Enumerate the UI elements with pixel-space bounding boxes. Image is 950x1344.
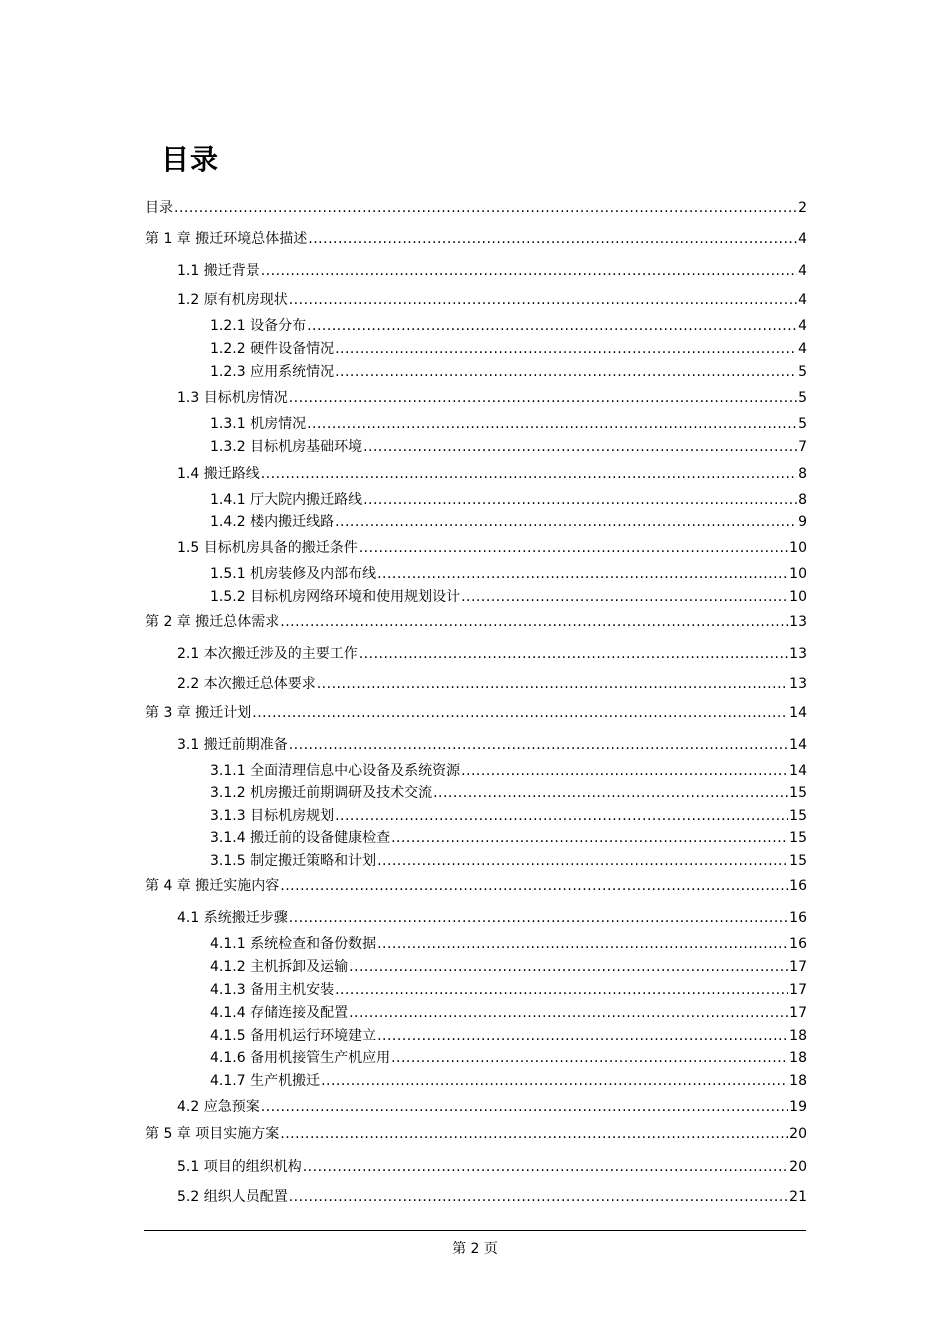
toc-entry-page: 13 — [789, 676, 807, 692]
toc-entry[interactable] — [210, 588, 807, 606]
toc-entry-label: 1.5 目标机房具备的搬迁条件 — [177, 540, 358, 556]
toc-entry-label: 4.1.1 系统检查和备份数据 — [210, 936, 377, 952]
toc-entry[interactable] — [210, 935, 807, 953]
toc-dot-leader — [280, 877, 788, 895]
toc-entry-label: 4.1.7 生产机搬迁 — [210, 1073, 321, 1089]
toc-dot-leader — [289, 736, 788, 754]
toc-entry[interactable] — [177, 291, 807, 309]
toc-entry[interactable] — [177, 909, 807, 927]
toc-entry-label: 3.1 搬迁前期准备 — [177, 737, 288, 753]
toc-entry-page: 17 — [789, 982, 807, 998]
toc-entry-page: 10 — [789, 540, 807, 556]
toc-entry-label: 第 3 章 搬迁计划 — [145, 705, 252, 721]
toc-entry[interactable] — [145, 704, 807, 722]
toc-entry-label: 2.1 本次搬迁涉及的主要工作 — [177, 646, 358, 662]
toc-entry[interactable] — [210, 491, 807, 509]
toc-entry[interactable] — [210, 1004, 807, 1022]
toc-dot-leader — [261, 262, 797, 280]
toc-dot-leader — [433, 784, 788, 802]
toc-entry[interactable] — [145, 877, 807, 895]
toc-entry-page: 8 — [798, 466, 807, 482]
toc-entry-label: 第 1 章 搬迁环境总体描述 — [145, 231, 308, 247]
toc-entry-page: 7 — [798, 439, 807, 455]
toc-entry[interactable] — [145, 230, 807, 248]
toc-entry-page: 8 — [798, 492, 807, 508]
toc-entry[interactable] — [210, 1072, 807, 1090]
toc-dot-leader — [359, 645, 788, 663]
toc-dot-leader — [391, 1049, 788, 1067]
toc-dot-leader — [261, 1098, 788, 1116]
toc-entry-label: 5.1 项目的组织机构 — [177, 1159, 302, 1175]
toc-entry-label: 4.1 系统搬迁步骤 — [177, 910, 288, 926]
toc-entry-page: 15 — [789, 830, 807, 846]
toc-entry[interactable] — [177, 465, 807, 483]
toc-dot-leader — [377, 1027, 788, 1045]
toc-entry-page: 10 — [789, 589, 807, 605]
toc-entry-label: 4.1.3 备用主机安装 — [210, 982, 335, 998]
toc-entry-label: 3.1.3 目标机房规划 — [210, 808, 335, 824]
toc-entry-label: 第 5 章 项目实施方案 — [145, 1126, 280, 1142]
toc-dot-leader — [335, 981, 788, 999]
toc-entry[interactable] — [210, 1049, 807, 1067]
toc-entry-label: 1.5.1 机房装修及内部布线 — [210, 566, 377, 582]
toc-entry-page: 4 — [798, 292, 807, 308]
toc-dot-leader — [289, 291, 797, 309]
toc-dot-leader — [317, 675, 788, 693]
toc-dot-leader — [377, 935, 788, 953]
toc-dot-leader — [359, 539, 788, 557]
toc-entry[interactable] — [210, 513, 807, 531]
toc-entry[interactable] — [177, 1158, 807, 1176]
toc-entry-page: 15 — [789, 808, 807, 824]
toc-entry-page: 14 — [789, 705, 807, 721]
toc-entry-label: 4.1.4 存储连接及配置 — [210, 1005, 349, 1021]
toc-entry-label: 1.2.1 设备分布 — [210, 318, 307, 334]
toc-dot-leader — [363, 438, 797, 456]
toc-entry-label: 4.1.2 主机拆卸及运输 — [210, 959, 349, 975]
toc-dot-leader — [308, 230, 797, 248]
toc-entry-label: 3.1.4 搬迁前的设备健康检查 — [210, 830, 391, 846]
toc-entry-page: 4 — [798, 263, 807, 279]
toc-entry-page: 15 — [789, 785, 807, 801]
toc-entry[interactable] — [210, 415, 807, 433]
toc-dot-leader — [461, 588, 788, 606]
toc-entry-label: 1.4 搬迁路线 — [177, 466, 260, 482]
toc-entry[interactable] — [210, 829, 807, 847]
toc-entry[interactable] — [210, 762, 807, 780]
toc-entry[interactable] — [210, 1027, 807, 1045]
toc-entry-label: 第 2 章 搬迁总体需求 — [145, 614, 280, 630]
toc-dot-leader — [377, 565, 788, 583]
toc-dot-leader — [363, 491, 797, 509]
toc-entry-label: 4.2 应急预案 — [177, 1099, 260, 1115]
toc-dot-leader — [377, 852, 788, 870]
toc-entry[interactable] — [177, 1188, 807, 1206]
toc-entry[interactable] — [177, 389, 807, 407]
toc-entry-label: 1.1 搬迁背景 — [177, 263, 260, 279]
toc-entry-label: 3.1.2 机房搬迁前期调研及技术交流 — [210, 785, 433, 801]
toc-entry[interactable] — [210, 784, 807, 802]
toc-dot-leader — [321, 1072, 788, 1090]
toc-dot-leader — [307, 317, 797, 335]
toc-entry-page: 2 — [798, 200, 807, 216]
toc-entry-page: 16 — [789, 936, 807, 952]
toc-entry-page: 14 — [789, 763, 807, 779]
toc-entry-label: 3.1.1 全面清理信息中心设备及系统资源 — [210, 763, 461, 779]
toc-entry-page: 17 — [789, 959, 807, 975]
toc-entry-page: 18 — [789, 1073, 807, 1089]
toc-entry[interactable] — [177, 675, 807, 693]
toc-entry-label: 4.1.6 备用机接管生产机应用 — [210, 1050, 391, 1066]
toc-entry-label: 3.1.5 制定搬迁策略和计划 — [210, 853, 377, 869]
toc-entry[interactable] — [210, 340, 807, 358]
toc-entry-label: 1.4.2 楼内搬迁线路 — [210, 514, 335, 530]
toc-entry-page: 13 — [789, 614, 807, 630]
toc-entry-label: 2.2 本次搬迁总体要求 — [177, 676, 316, 692]
toc-dot-leader — [335, 513, 797, 531]
toc-entry-page: 5 — [798, 364, 807, 380]
toc-entry-page: 4 — [798, 341, 807, 357]
toc-entry-page: 10 — [789, 566, 807, 582]
toc-dot-leader — [289, 389, 797, 407]
toc-entry[interactable] — [210, 317, 807, 335]
toc-dot-leader — [307, 415, 797, 433]
toc-entry-page: 15 — [789, 853, 807, 869]
toc-entry[interactable] — [210, 852, 807, 870]
toc-entry[interactable] — [177, 1098, 807, 1116]
toc-entry-label: 1.5.2 目标机房网络环境和使用规划设计 — [210, 589, 461, 605]
page-title: 目录 — [161, 143, 220, 176]
toc-dot-leader — [280, 1125, 788, 1143]
toc-entry[interactable] — [177, 262, 807, 280]
toc-entry-label: 1.2.3 应用系统情况 — [210, 364, 335, 380]
toc-entry-page: 20 — [789, 1159, 807, 1175]
toc-entry[interactable] — [177, 736, 807, 754]
toc-entry[interactable] — [210, 958, 807, 976]
toc-entry-page: 21 — [789, 1189, 807, 1205]
toc-entry-label: 4.1.5 备用机运行环境建立 — [210, 1028, 377, 1044]
toc-entry-page: 17 — [789, 1005, 807, 1021]
toc-entry-page: 16 — [789, 910, 807, 926]
toc-dot-leader — [335, 363, 797, 381]
toc-entry-page: 5 — [798, 390, 807, 406]
toc-entry[interactable] — [145, 1125, 807, 1143]
toc-entry[interactable] — [210, 438, 807, 456]
toc-entry[interactable] — [210, 807, 807, 825]
toc-dot-leader — [349, 1004, 788, 1022]
toc-entry[interactable] — [177, 539, 807, 557]
toc-entry-label: 第 4 章 搬迁实施内容 — [145, 878, 280, 894]
toc-entry-label: 1.3.1 机房情况 — [210, 416, 307, 432]
toc-entry-page: 5 — [798, 416, 807, 432]
toc-dot-leader — [391, 829, 788, 847]
toc-dot-leader — [174, 199, 797, 217]
toc-entry-label: 1.4.1 厅大院内搬迁路线 — [210, 492, 363, 508]
toc-entry-page: 14 — [789, 737, 807, 753]
toc-dot-leader — [280, 613, 788, 631]
toc-entry-page: 4 — [798, 231, 807, 247]
toc-entry-page: 20 — [789, 1126, 807, 1142]
toc-entry-page: 4 — [798, 318, 807, 334]
toc-dot-leader — [289, 1188, 788, 1206]
toc-entry-label: 1.3.2 目标机房基础环境 — [210, 439, 363, 455]
toc-dot-leader — [289, 909, 788, 927]
toc-entry-label: 目录 — [145, 200, 173, 216]
toc-entry-page: 13 — [789, 646, 807, 662]
toc-entry-page: 18 — [789, 1028, 807, 1044]
toc-dot-leader — [261, 465, 797, 483]
toc-entry[interactable] — [177, 645, 807, 663]
toc-entry[interactable] — [210, 981, 807, 999]
toc-entry[interactable] — [210, 565, 807, 583]
footer-rule — [144, 1230, 806, 1231]
toc-entry-label: 5.2 组织人员配置 — [177, 1189, 288, 1205]
toc-dot-leader — [303, 1158, 788, 1176]
toc-entry-page: 19 — [789, 1099, 807, 1115]
toc-entry-page: 16 — [789, 878, 807, 894]
toc-entry-page: 18 — [789, 1050, 807, 1066]
toc-entry[interactable] — [145, 613, 807, 631]
toc-dot-leader — [252, 704, 788, 722]
toc-dot-leader — [335, 340, 797, 358]
toc-entry[interactable] — [145, 199, 807, 217]
toc-entry-label: 1.2.2 硬件设备情况 — [210, 341, 335, 357]
toc-entry[interactable] — [210, 363, 807, 381]
toc-dot-leader — [461, 762, 788, 780]
toc-dot-leader — [349, 958, 788, 976]
page-footer: 第 2 页 — [452, 1241, 498, 1257]
toc-entry-page: 9 — [798, 514, 807, 530]
toc-dot-leader — [335, 807, 788, 825]
toc-entry-label: 1.2 原有机房现状 — [177, 292, 288, 308]
toc-entry-label: 1.3 目标机房情况 — [177, 390, 288, 406]
